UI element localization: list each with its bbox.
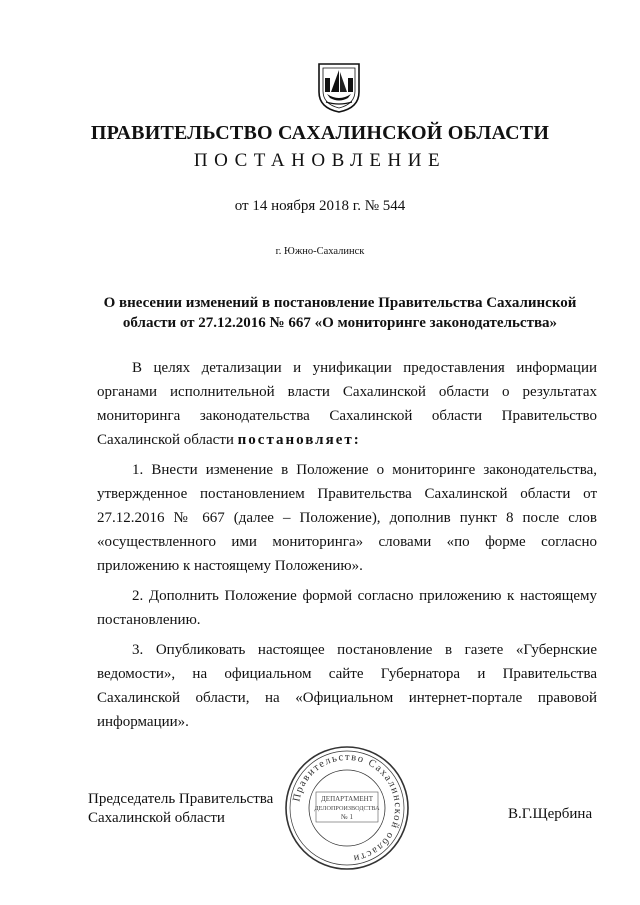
document-type: ПОСТАНОВЛЕНИЕ	[193, 150, 447, 171]
stamp-center-line-1: ДЕПАРТАМЕНТ	[321, 795, 373, 803]
government-title: ПРАВИТЕЛЬСТВО САХАЛИНСКОЙ ОБЛАСТИ	[90, 122, 550, 144]
signatory-name: В.Г.Щербина	[508, 806, 593, 822]
city-line: г. Южно-Сахалинск	[275, 246, 365, 257]
subject-line-1: О внесении изменений в постановление Правительства Сахалинской	[103, 295, 577, 311]
stamp-center-line-2: ДЕЛОПРОИЗВОДСТВА	[314, 805, 380, 812]
preamble-text: В целях детализации и унификации предоставления информации органами исполнительной власти Сахалинской области о результатах мониторинга законодательства Сахалинской области Правительство Сахалинской области	[97, 360, 597, 448]
resolves-word: постановляет:	[237, 432, 361, 448]
decree-body	[97, 356, 597, 734]
date-and-number: от 14 ноября 2018 г. № 544	[234, 198, 406, 214]
clause-3: 3. Опубликовать настоящее постановление в газете «Губернские ведомости», на официальном сайте Губернатора и Правительства Сахалинской области, на «Официальном интернет-портале правовой информации».	[97, 642, 597, 730]
signatory-title	[88, 790, 273, 828]
signatory-title-line-2: Сахалинской области	[88, 810, 225, 826]
official-stamp-icon	[283, 744, 411, 872]
decree-subject	[98, 293, 582, 333]
clause-1: 1. Внести изменение в Положение о мониторинге законодательства, утвержденное постановлением Правительства Сахалинской области от 27.12.2016 № 667 (далее – Положение), дополнив пункт 8 после слов «осуществленного ими мониторинга» словами «по форме согласно приложению к настоящему Положению».	[97, 462, 597, 574]
preamble-paragraph	[97, 356, 597, 452]
clause-2: 2. Дополнить Положение формой согласно приложению к настоящему постановлению.	[97, 588, 597, 628]
stamp-center-line-3: № 1	[341, 813, 353, 821]
signatory-title-line-1: Председатель Правительства	[88, 791, 274, 807]
stamp-ring-text: Правительство Сахалинской области	[291, 751, 404, 864]
subject-line-2: области от 27.12.2016 № 667 «О мониторинге законодательства»	[122, 315, 558, 331]
sakhalin-coat-of-arms-icon	[317, 62, 361, 114]
